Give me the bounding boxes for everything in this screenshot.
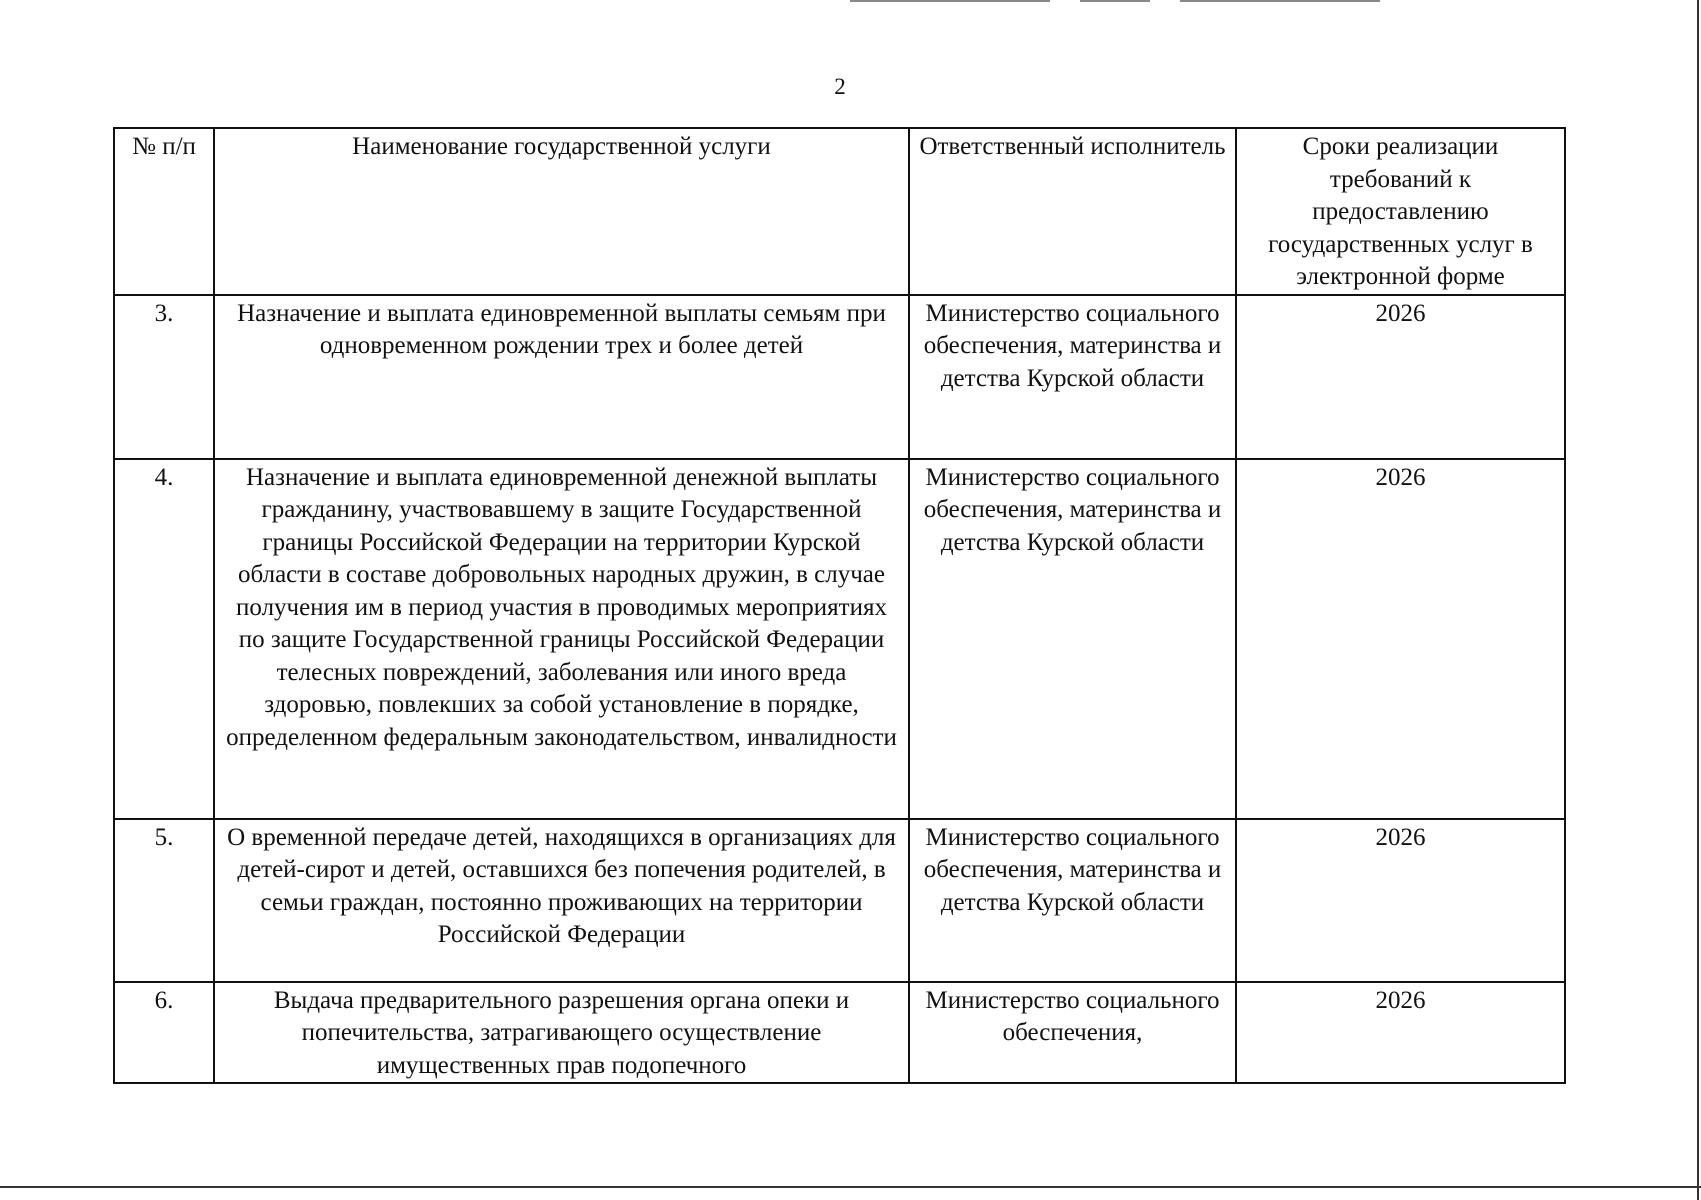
row-term: 2026 bbox=[1236, 982, 1565, 1084]
row-service-name: О временной передаче детей, находящихся в организациях для детей-сирот и детей, оставшихся без попечения родителей, в семьи граждан, постоянно проживающих на территории Российской Федерации bbox=[214, 819, 909, 982]
row-service-name: Назначение и выплата единовременной выплаты семьям при одновременном рождении трех и более детей bbox=[214, 295, 909, 459]
table-row bbox=[114, 295, 1565, 459]
table-row bbox=[114, 819, 1565, 982]
table-header-row bbox=[114, 128, 1565, 295]
row-executor: Министерство социального обеспечения, bbox=[909, 982, 1236, 1084]
page-number: 2 bbox=[834, 74, 846, 99]
row-num: 3. bbox=[114, 295, 214, 459]
scan-edge-right bbox=[1697, 0, 1699, 1200]
row-term: 2026 bbox=[1236, 819, 1565, 982]
services-table bbox=[113, 127, 1566, 1084]
row-term: 2026 bbox=[1236, 295, 1565, 459]
header-service-name: Наименование государственной услуги bbox=[214, 128, 909, 295]
header-term: Сроки реализации требований к предоставлению государственных услуг в электронной форме bbox=[1236, 128, 1565, 295]
scan-edge-bottom bbox=[0, 1186, 1701, 1188]
row-num: 5. bbox=[114, 819, 214, 982]
scan-edge-top bbox=[850, 0, 1380, 2]
row-executor: Министерство социального обеспечения, материнства и детства Курской области bbox=[909, 295, 1236, 459]
table-row bbox=[114, 982, 1565, 1084]
row-num: 6. bbox=[114, 982, 214, 1084]
row-term: 2026 bbox=[1236, 459, 1565, 819]
header-executor: Ответственный исполнитель bbox=[909, 128, 1236, 295]
row-service-name: Назначение и выплата единовременной денежной выплаты гражданину, участвовавшему в защите Государственной границы Российской Федерации на территории Курской области в составе добровольных народных дружин, в случае получения им в период участия в проводимых мероприятиях по защите Государственной границы Российской Федерации телесных повреждений, заболевания или иного вреда здоровью, повлекших за собой установление в порядке, определенном федеральным законодательством, инвалидности bbox=[214, 459, 909, 819]
table-row bbox=[114, 459, 1565, 819]
row-num: 4. bbox=[114, 459, 214, 819]
row-executor: Министерство социального обеспечения, материнства и детства Курской области bbox=[909, 819, 1236, 982]
row-executor: Министерство социального обеспечения, материнства и детства Курской области bbox=[909, 459, 1236, 819]
row-service-name: Выдача предварительного разрешения органа опеки и попечительства, затрагивающего осуществление имущественных прав подопечного bbox=[214, 982, 909, 1084]
header-num: № п/п bbox=[114, 128, 214, 295]
